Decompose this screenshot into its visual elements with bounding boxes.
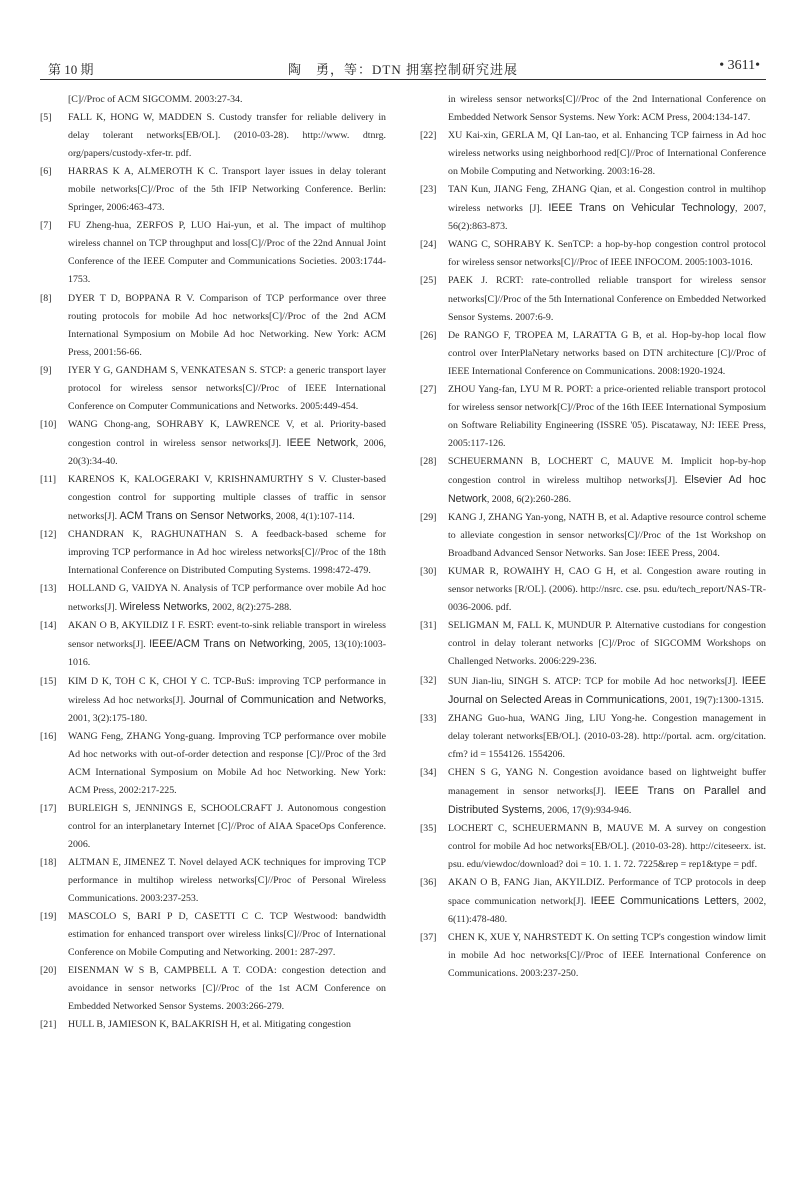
reference-number: [27] (420, 383, 437, 395)
reference-entry (420, 509, 766, 563)
reference-volume: , 2002, 8(2):275-288. (207, 602, 292, 614)
journal-name: IEEE Network (286, 436, 356, 449)
reference-volume: , 2001, 19(7):1300-1315. (664, 694, 764, 706)
reference-text: CHANDRAN K, RAGHUNATHAN S. A feedback-based scheme for improving TCP performance in Ad hoc wireless networks[C]//Proc of the 18th International Conference on Distributed Computing Systems. 1998:472-479. (68, 529, 386, 577)
reference-number: [11] (40, 473, 57, 485)
reference-entry (420, 820, 766, 874)
reference-number: [22] (420, 130, 437, 142)
reference-number: [37] (420, 932, 437, 944)
reference-number: [7] (40, 220, 52, 232)
reference-text: KIM D K, TOH C K, CHOI Y C. TCP-BuS: improving TCP performance in wireless Ad hoc networks[J]. (68, 675, 386, 706)
reference-text: FALL K, HONG W, MADDEN S. Custody transfer for reliable delivery in delay tolerant networks[EB/OL]. (2010-03-28). http://www. dtnrg. org/papers/custody-xfer-tr. pdf. (68, 112, 386, 160)
reference-volume: , 2006, 17(9):934-946. (542, 804, 632, 816)
reference-text: De RANGO F, TROPEA M, LARATTA G B, et al. Hop-by-hop local flow control over InterPlaNetary networks based on DTN architecture [C]//Proc of IEEE International Conference on Communications. 2008:1920-1924. (448, 329, 766, 377)
reference-entry (40, 1016, 386, 1034)
reference-number: [8] (40, 292, 52, 304)
page-number: • 3611• (719, 58, 760, 73)
reference-text: BURLEIGH S, JENNINGS E, SCHOOLCRAFT J. Autonomous congestion control for an interplanetary Internet [C]//Proc of AIAA SpaceOps Conference. 2006. (68, 802, 386, 850)
reference-text: HULL B, JAMIESON K, BALAKRISH H, et al. Mitigating congestion (68, 1019, 351, 1031)
reference-number: [33] (420, 712, 437, 724)
reference-entry (420, 181, 766, 236)
reference-number: [34] (420, 766, 437, 778)
reference-entry (40, 362, 386, 416)
journal-name: ACM Trans on Sensor Networks (119, 510, 271, 523)
reference-number: [19] (40, 911, 57, 923)
reference-volume: , 2008, 4(1):107-114. (270, 511, 355, 523)
reference-text: MASCOLO S, BARI P D, CASETTI C C. TCP Westwood: bandwidth estimation for enhanced transport over wireless links[C]//Proc of International Conference on Mobile Computing and Networking. 2001: 287-297. (68, 911, 386, 959)
reference-entry (420, 710, 766, 764)
reference-entry (420, 764, 766, 820)
reference-number: [17] (40, 802, 57, 814)
reference-entry (420, 929, 766, 983)
journal-name: IEEE Trans on Parallel and Distributed Systems (448, 784, 766, 816)
reference-entry (420, 617, 766, 671)
reference-entry (420, 381, 766, 453)
reference-text: WANG C, SOHRABY K. SenTCP: a hop-by-hop congestion control protocol for wireless sensor networks[C]//Proc of IEEE INFOCOM. 2005:1003-1016. (448, 239, 766, 269)
reference-text: [C]//Proc of ACM SIGCOMM. 2003:27-34. (68, 94, 243, 105)
reference-number: [30] (420, 566, 437, 578)
reference-entry (40, 471, 386, 526)
reference-text: HARRAS K A, ALMEROTH K C. Transport layer issues in delay tolerant mobile networks[C]//Proc of the 5th IFIP Networking Conference. Berlin: Springer, 2006:463-473. (68, 166, 386, 214)
running-title: 陶 勇，等：DTN 拥塞控制研究进展 (288, 62, 518, 77)
reference-entry (40, 800, 386, 854)
reference-text: DYER T D, BOPPANA R V. Comparison of TCP performance over three routing protocols for mobile Ad hoc networks[C]//Proc of the 2nd ACM International Symposium on Mobile Ad hoc Networking. New York: ACM Press, 2001:56-66. (68, 292, 386, 358)
reference-entry (40, 728, 386, 800)
reference-number: [35] (420, 822, 437, 834)
page-header (40, 57, 766, 80)
reference-text: TAN Kun, JIANG Feng, ZHANG Qian, et al. Congestion control in multihop wireless networks [J]. (448, 184, 766, 215)
journal-name: IEEE Trans on Vehicular Technology (548, 202, 735, 215)
reference-entry (420, 327, 766, 381)
reference-number: [29] (420, 512, 437, 524)
reference-entry (420, 236, 766, 272)
reference-text: KARENOS K, KALOGERAKI V, KRISHNAMURTHY S V. Cluster-based congestion control for supporting multiple classes of traffic in sensor networks[J]. (68, 473, 386, 523)
reference-entry (420, 272, 766, 326)
reference-number: [18] (40, 856, 57, 868)
reference-text: LOCHERT C, SCHEUERMANN B, MAUVE M. A survey on congestion control for mobile Ad hoc networks[EB/OL]. (2010-03-28). http://citeseerx. ist. psu. edu/viewdoc/download? doi = 10. 1. 1. 72. 7225&rep = rep1&type = pdf. (448, 822, 766, 870)
journal-name: Elsevier Ad hoc Network (448, 473, 766, 506)
reference-number: [13] (40, 583, 57, 595)
left-column (40, 91, 386, 1034)
reference-entry (40, 580, 386, 617)
journal-name: IEEE Journal on Selected Areas in Communications (448, 674, 767, 706)
reference-number: [14] (40, 620, 57, 632)
reference-volume: , 2007, 56(2):863-873. (448, 203, 767, 233)
reference-number: [6] (40, 166, 52, 178)
reference-entry (420, 672, 766, 710)
reference-text: in wireless sensor networks[C]//Proc of the 2nd International Conference on Embedded Network Sensor Systems. New York: ACM Press, 2004:134-147. (448, 94, 766, 124)
reference-text: FU Zheng-hua, ZERFOS P, LUO Hai-yun, et al. The impact of multihop wireless channel on TCP throughput and loss[C]//Proc of the 22nd Annual Joint Conference of the IEEE Computer and Communications Societies. 2003:1744-1753. (68, 220, 386, 286)
reference-entry (40, 854, 386, 908)
right-column (420, 91, 766, 983)
reference-volume: , 2008, 6(2):260-286. (486, 494, 572, 506)
reference-text: ALTMAN E, JIMENEZ T. Novel delayed ACK techniques for improving TCP performance in multihop wireless networks[C]//Proc of Personal Wireless Communications. 2003:237-253. (68, 856, 386, 905)
reference-number: [28] (420, 455, 437, 467)
reference-entry (40, 290, 386, 362)
reference-volume: , 2002, 6(11):478-480. (448, 896, 767, 926)
reference-text: AKAN O B, FANG Jian, AKYILDIZ. Performance of TCP protocols in deep space communication network[J]. (448, 877, 766, 908)
reference-entry (40, 163, 386, 217)
reference-text: CHEN S G, YANG N. Congestion avoidance based on lightweight buffer management in sensor networks[J]. (448, 766, 766, 797)
reference-entry (420, 127, 766, 181)
reference-number: [16] (40, 730, 57, 742)
reference-volume: , 2001, 3(2):175-180. (68, 694, 387, 724)
reference-entry (40, 962, 386, 1016)
reference-text: KANG J, ZHANG Yan-yong, NATH B, et al. Adaptive resource control scheme to alleviate congestion in sensor networks[C]//Proc of the 1st Workshop on Broadband Advanced Sensor Networks. San Jose: IEEE Press, 2004. (448, 512, 766, 560)
reference-entry (420, 563, 766, 617)
reference-number: [9] (40, 364, 52, 376)
issue-number: 第 10 期 (48, 62, 94, 77)
reference-entry (40, 673, 386, 728)
reference-entry (40, 416, 386, 471)
reference-number: [5] (40, 112, 52, 124)
reference-text: IYER Y G, GANDHAM S, VENKATESAN S. STCP: a generic transport layer protocol for wireless sensor networks[C]//Proc of IEEE International Conference on Computer Communications and Networks. 2005:449-454. (68, 364, 386, 412)
reference-entry (420, 453, 766, 509)
reference-entry (40, 217, 386, 289)
reference-text: ZHOU Yang-fan, LYU M R. PORT: a price-oriented reliable transport protocol for wireless sensor network[C]//Proc of the 16th IEEE International Symposium on Software Reliability Engineering (ISSRE '05). Piscataway, NJ: IEEE Press, 2005:117-126. (448, 383, 766, 449)
reference-entry (40, 109, 386, 163)
reference-number: [20] (40, 965, 57, 977)
reference-number: [25] (420, 275, 437, 287)
reference-number: [24] (420, 239, 437, 251)
reference-text: WANG Feng, ZHANG Yong-guang. Improving TCP performance over mobile Ad hoc networks with out-of-order detection and response [C]//Proc of the 3rd ACM International Symposium on Mobile Ad hoc Networking. New York: ACM Press, 2002:217-225. (68, 730, 386, 796)
reference-entry (40, 526, 386, 580)
reference-text: HOLLAND G, VAIDYA N. Analysis of TCP performance over mobile Ad hoc networks[J]. (68, 583, 386, 614)
reference-number: [36] (420, 877, 437, 889)
reference-text: KUMAR R, ROWAIHY H, CAO G H, et al. Congestion aware routing in sensor networks [R/OL]. (2006). http://nsrc. cse. psu. edu/tech_report/NAS-TR-0036-2006. pdf. (448, 566, 766, 614)
journal-name: IEEE/ACM Trans on Networking (149, 638, 303, 651)
reference-text: SELIGMAN M, FALL K, MUNDUR P. Alternative custodians for congestion control in delay tolerant networks [C]//Proc of SIGCOMM Workshops on Challenged Networks. 2006:229-236. (448, 620, 766, 668)
reference-text: PAEK J. RCRT: rate-controlled reliable transport for wireless sensor networks[C]//Proc of the 5th International Conference on Embedded Networked Sensor Systems. 2007:6-9. (448, 275, 766, 323)
reference-text: ZHANG Guo-hua, WANG Jing, LIU Yong-he. Congestion management in delay tolerant networks[EB/OL]. (2010-03-28). http://portal. acm. org/citation. cfm? id = 1554126. 1554206. (448, 712, 766, 760)
reference-number: [21] (40, 1019, 57, 1031)
journal-name: Wireless Networks (119, 601, 208, 614)
journal-name: IEEE Communications Letters (590, 895, 737, 908)
journal-name: Journal of Communication and Networks (188, 693, 384, 706)
reference-entry (420, 874, 766, 929)
reference-number: [32] (420, 674, 437, 686)
reference-text: AKAN O B, AKYILDIZ I F. ESRT: event-to-sink reliable transport in wireless sensor networks[J]. (68, 620, 386, 651)
reference-number: [10] (40, 418, 57, 430)
reference-text: EISENMAN W S B, CAMPBELL A T. CODA: congestion detection and avoidance in sensor networks [C]//Proc of the 1st ACM Conference on Embedded Networked Sensor Systems. 2003:266-279. (68, 965, 386, 1013)
reference-number: [12] (40, 529, 57, 541)
reference-number: [23] (420, 184, 437, 196)
reference-text: WANG Chong-ang, SOHRABY K, LAWRENCE V, et al. Priority-based congestion control in wireless sensor networks[J]. (68, 418, 386, 449)
reference-entry (40, 908, 386, 962)
reference-text: SCHEUERMANN B, LOCHERT C, MAUVE M. Implicit hop-by-hop congestion control in wireless multihop networks[J]. (448, 455, 766, 486)
reference-volume: , 2005, 13(10):1003-1016. (68, 639, 387, 669)
reference-entry (420, 91, 766, 127)
reference-text: XU Kai-xin, GERLA M, QI Lan-tao, et al. Enhancing TCP fairness in Ad hoc wireless networks using neighborhood red[C]//Proc of International Conference on Mobile Computing and Networking. 2003:16-28. (448, 130, 766, 178)
reference-text: SUN Jian-liu, SINGH S. ATCP: TCP for mobile Ad hoc networks[J]. (448, 675, 738, 687)
reference-volume: , 2006, 20(3):34-40. (68, 437, 387, 467)
reference-number: [26] (420, 329, 437, 341)
reference-text: CHEN K, XUE Y, NAHRSTEDT K. On setting TCP's congestion window limit in mobile Ad hoc networks[C]//Proc of IEEE International Conference on Communications. 2003:237-250. (448, 932, 766, 980)
reference-number: [15] (40, 675, 57, 687)
reference-number: [31] (420, 620, 437, 632)
reference-entry (40, 91, 386, 109)
reference-entry (40, 617, 386, 672)
